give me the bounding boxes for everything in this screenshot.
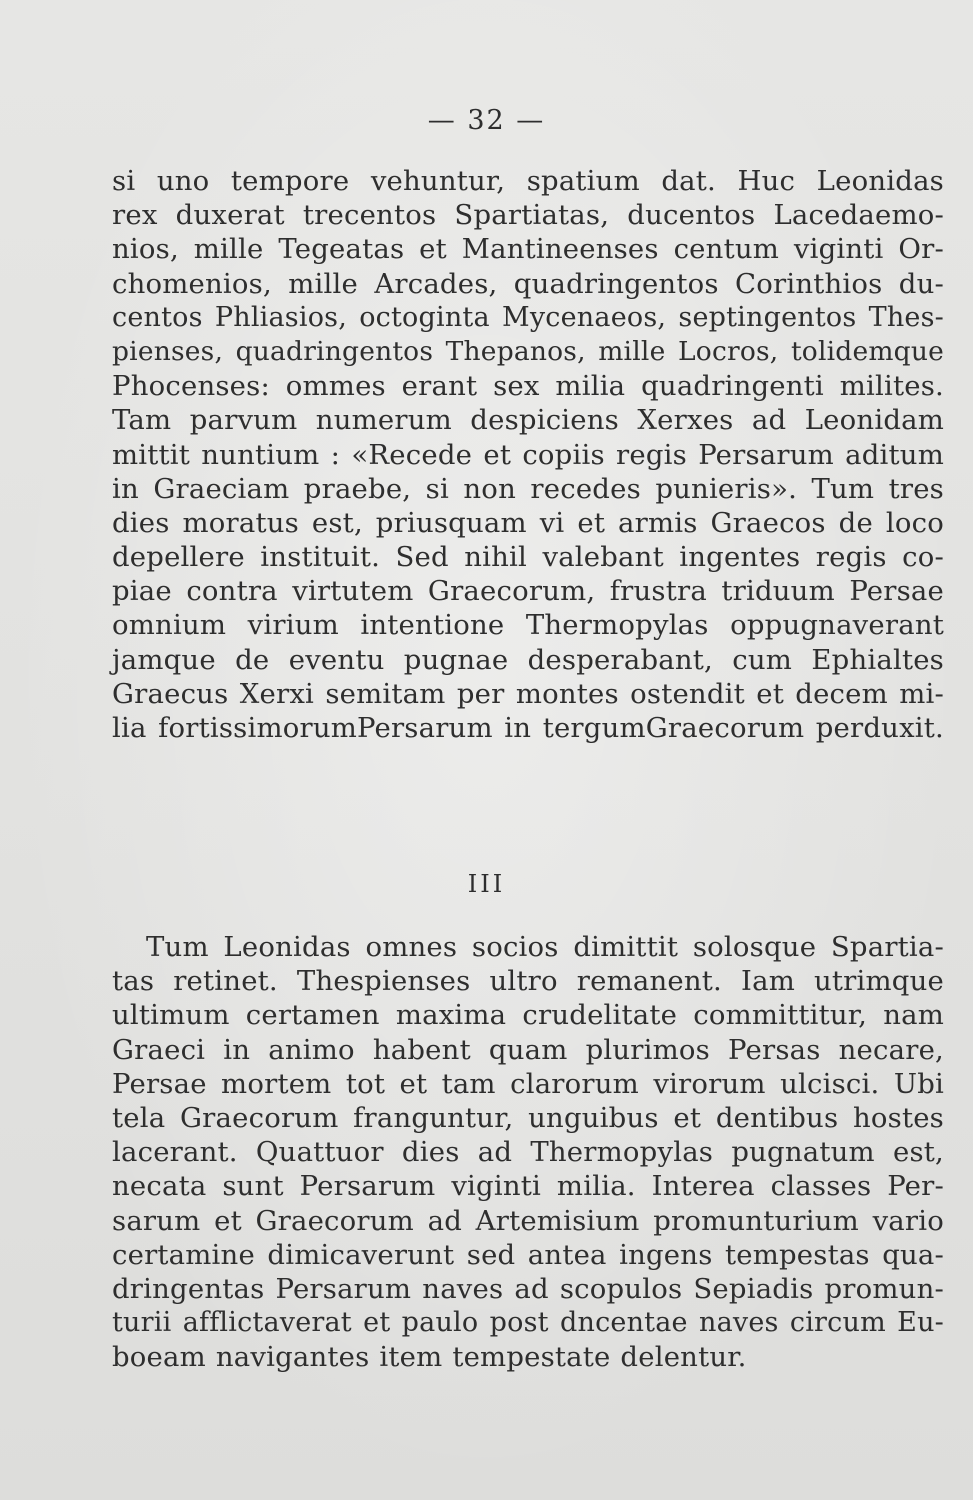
text-line: pienses, quadringentos Thepanos, mille Locros, tolidemque xyxy=(112,335,944,367)
text-line: lacerant. Quattuor dies ad Thermopylas pugnatum est, xyxy=(112,1136,944,1169)
text-line: Graecus Xerxi semitam per montes ostendit et decem mi- xyxy=(112,677,944,710)
text-line: chomenios, mille Arcades, quadringentos Corinthios du- xyxy=(112,267,944,300)
text-line: omnium virium intentione Thermopylas oppugnaverant xyxy=(112,609,944,642)
text-line: mittit nuntium : «Recede et copiis regis Persarum aditum xyxy=(112,438,944,471)
text-line: dringentas Persarum naves ad scopulos Sepiadis promun- xyxy=(112,1272,944,1305)
text-line: nios, mille Tegeatas et Mantineenses centum viginti Or- xyxy=(112,233,944,266)
text-line: turii afflictaverat et paulo post dncentae naves circum Eu- xyxy=(112,1307,944,1339)
text-line: piae contra virtutem Graecorum, frustra triduum Persae xyxy=(112,575,944,608)
text-line: rex duxerat trecentos Spartiatas, ducentos Lacedaemo- xyxy=(112,199,944,232)
text-line: necata sunt Persarum viginti milia. Interea classes Per- xyxy=(112,1170,944,1203)
text-line: Tam parvum numerum despiciens Xerxes ad Leonidam xyxy=(112,404,944,437)
text-line: Persae mortem tot et tam clarorum virorum ulcisci. Ubi xyxy=(112,1067,944,1100)
text-line: jamque de eventu pugnae desperabant, cum Ephialtes xyxy=(112,643,944,676)
text-line: certamine dimicaverunt sed antea ingens tempestas qua- xyxy=(112,1238,944,1271)
text-line: dies moratus est, priusquam vi et armis Graecos de loco xyxy=(112,506,944,539)
paragraph-1 xyxy=(112,164,944,745)
text-line: centos Phliasios, octoginta Mycenaeos, septingentos Thes- xyxy=(112,301,944,333)
text-line: boeam navigantes item tempestate delentur. xyxy=(112,1341,747,1374)
section-heading: III xyxy=(467,870,506,898)
text-line: Graeci in animo habent quam plurimos Persas necare, xyxy=(112,1033,944,1066)
text-line: tela Graecorum franguntur, unguibus et dentibus hostes xyxy=(112,1101,944,1134)
text-line: lia fortissimorumPersarum in tergumGraecorum perduxit. xyxy=(112,712,944,744)
text-line: depellere instituit. Sed nihil valebant ingentes regis co- xyxy=(112,541,944,574)
text-line: si uno tempore vehuntur, spatium dat. Huc Leonidas xyxy=(112,165,944,197)
text-line: Phocenses: ommes erant sex milia quadringenti milites. xyxy=(112,370,944,403)
text-line: in Graeciam praebe, si non recedes punieris». Tum tres xyxy=(112,472,944,505)
text-line: ultimum certamen maxima crudelitate committitur, nam xyxy=(112,999,944,1032)
text-line: tas retinet. Thespienses ultro remanent. Iam utrimque xyxy=(112,965,944,998)
text-line: Tum Leonidas omnes socios dimittit solosque Spartia- xyxy=(146,931,944,963)
page-number: — 32 — xyxy=(427,105,546,136)
paragraph-2 xyxy=(112,930,944,1374)
text-line: sarum et Graecorum ad Artemisium promunturium vario xyxy=(112,1204,944,1237)
